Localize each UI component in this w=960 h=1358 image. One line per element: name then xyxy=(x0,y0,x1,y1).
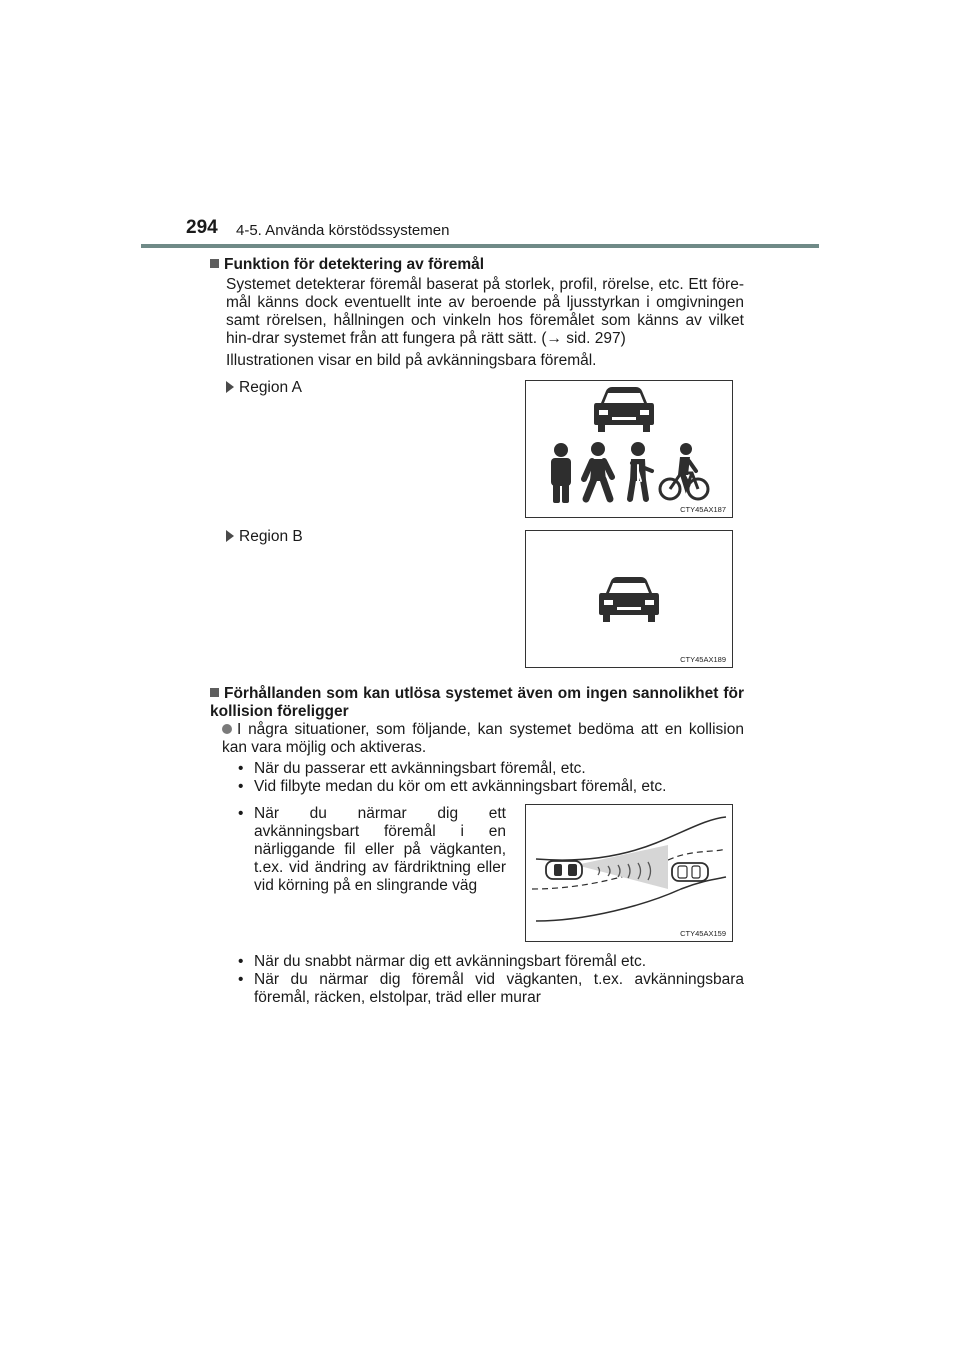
car-front-icon xyxy=(599,577,659,622)
conditions-intro: I några situationer, som följande, kan systemet bedöma att en kollision kan vara möjlig och aktiveras. xyxy=(222,721,744,756)
pedestrian-with-bicycle-icon xyxy=(630,442,652,499)
arrow-right-icon xyxy=(226,381,234,393)
square-bullet-icon xyxy=(210,688,219,697)
pedestrian-walking-icon xyxy=(584,442,612,499)
own-vehicle-icon xyxy=(546,861,582,879)
conditions-heading: Förhållanden som kan utlösa systemet även om ingen sannolikhet för kollision föreligger xyxy=(210,685,744,720)
list-item: • När du snabbt närmar dig ett avkänningsbart föremål etc. xyxy=(238,953,647,970)
detection-body: Systemet detekterar föremål baserat på storlek, profil, rörelse, etc. Ett före-mål känns dock eventuellt inte av beroende på ljusstyrkan i omgivningen samt rörelsen, hållningen och vinkeln hos föremålet som känns av vilket hin-drar systemet från att fungera på rätt sätt. (→ sid. 297) xyxy=(226,276,744,347)
detection-heading: Funktion för detektering av föremål xyxy=(210,256,484,274)
region-b-illustration xyxy=(526,531,732,667)
figure-a-code: CTY45AX187 xyxy=(680,505,726,514)
list-item: • När du passerar ett avkänningsbart föremål, etc. xyxy=(238,760,586,777)
page-number: 294 xyxy=(186,217,218,238)
region-a-illustration xyxy=(526,381,732,517)
list-item: • När du närmar dig ett avkänningsbart föremål i en närliggande fil eller på vägkanten, t.ex. vid ändring av färdriktning eller vid körning på en slingrande väg xyxy=(238,805,506,894)
section-title: 4-5. Använda körstödssystemen xyxy=(236,222,450,239)
square-bullet-icon xyxy=(210,259,219,268)
list-item: • Vid filbyte medan du kör om ett avkänningsbart föremål, etc. xyxy=(238,778,667,795)
figure-b-code: CTY45AX189 xyxy=(680,655,726,664)
sensor-cone xyxy=(576,845,668,889)
cyclist-icon xyxy=(660,443,708,499)
figure-road xyxy=(525,804,733,942)
figure-region-b xyxy=(525,530,733,668)
pedestrian-standing-icon xyxy=(551,443,571,503)
list-item: • När du närmar dig föremål vid vägkanten, t.ex. avkänningsbara föremål, räcken, elstolpar, träd eller murar xyxy=(238,971,744,1006)
road-illustration xyxy=(526,805,732,941)
car-front-icon xyxy=(594,387,654,432)
illustration-note: Illustrationen visar en bild på avkänningsbara föremål. xyxy=(226,352,597,369)
figure-region-a xyxy=(525,380,733,518)
figure-c-code: CTY45AX159 xyxy=(680,929,726,938)
region-b-label: Region B xyxy=(226,528,303,546)
arrow-right-icon xyxy=(226,530,234,542)
round-bullet-icon xyxy=(222,724,232,734)
region-a-label: Region A xyxy=(226,379,302,397)
detected-vehicle-icon xyxy=(672,863,708,881)
header-rule xyxy=(141,244,819,248)
